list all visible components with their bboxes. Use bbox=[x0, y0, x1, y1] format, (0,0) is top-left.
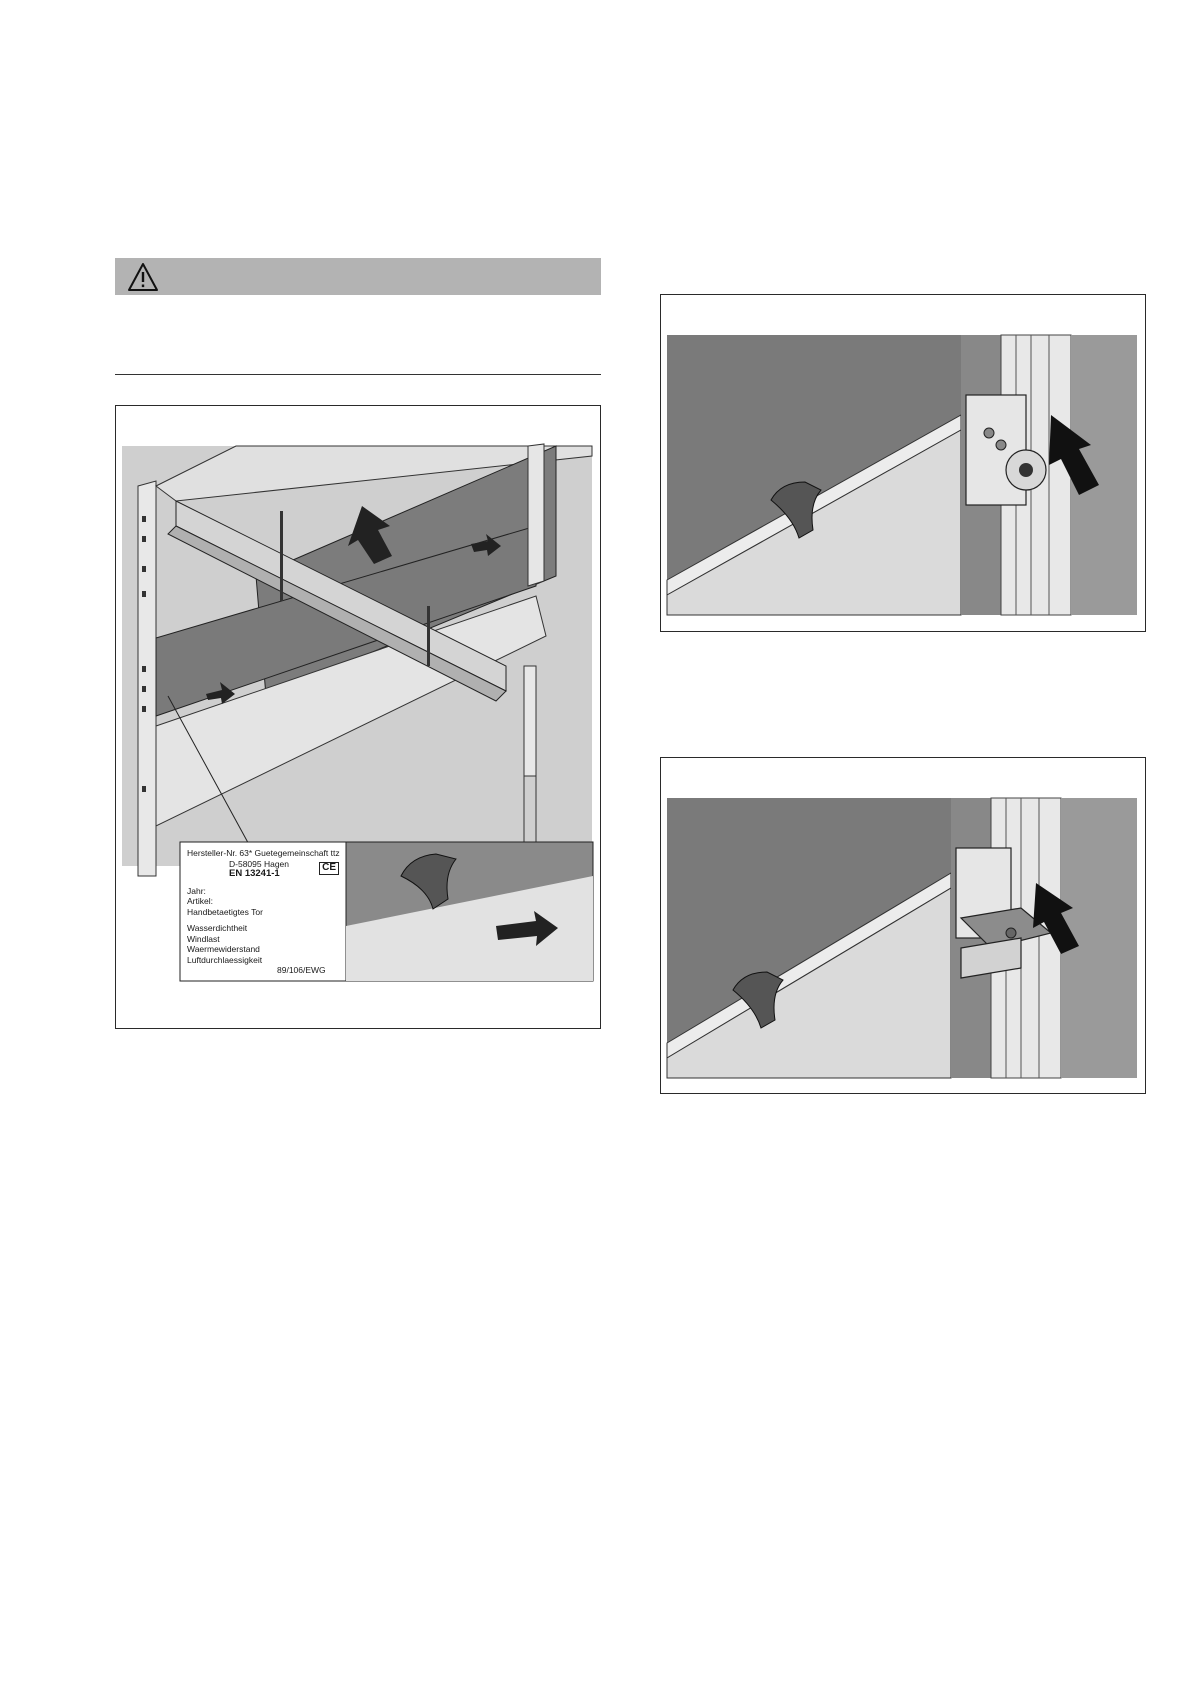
plate-manufacturer: Hersteller-Nr. 63* Guetegemeinschaft ttz bbox=[187, 848, 340, 858]
plate-year: Jahr: bbox=[187, 885, 206, 896]
label-plate bbox=[187, 848, 343, 976]
plate-article: Artikel: bbox=[187, 896, 213, 906]
figure-hinge-detail-1 bbox=[660, 294, 1146, 632]
hinge-illustration-2 bbox=[661, 758, 1144, 1092]
hinge-illustration-1 bbox=[661, 295, 1144, 630]
plate-prop-1: Wasserdichtheit bbox=[187, 923, 248, 933]
ce-mark-icon: CE bbox=[319, 862, 339, 875]
figure-overview-installation bbox=[115, 405, 601, 1029]
plate-address: D-58095 Hagen bbox=[229, 858, 290, 869]
figure-hinge-detail-2 bbox=[660, 757, 1146, 1094]
plate-type: Handbetaetigtes Tor bbox=[187, 906, 263, 917]
plate-standard: EN 13241-1 bbox=[229, 868, 280, 879]
section-divider bbox=[115, 374, 601, 375]
plate-prop-4: Luftdurchlaessigkeit bbox=[187, 954, 263, 965]
warning-triangle-icon bbox=[127, 262, 159, 292]
plate-prop-3: Waermewiderstand bbox=[187, 944, 260, 954]
plate-prop-2: Windlast bbox=[187, 933, 220, 944]
warning-bar bbox=[115, 258, 601, 295]
plate-directive: 89/106/EWG bbox=[277, 965, 326, 975]
